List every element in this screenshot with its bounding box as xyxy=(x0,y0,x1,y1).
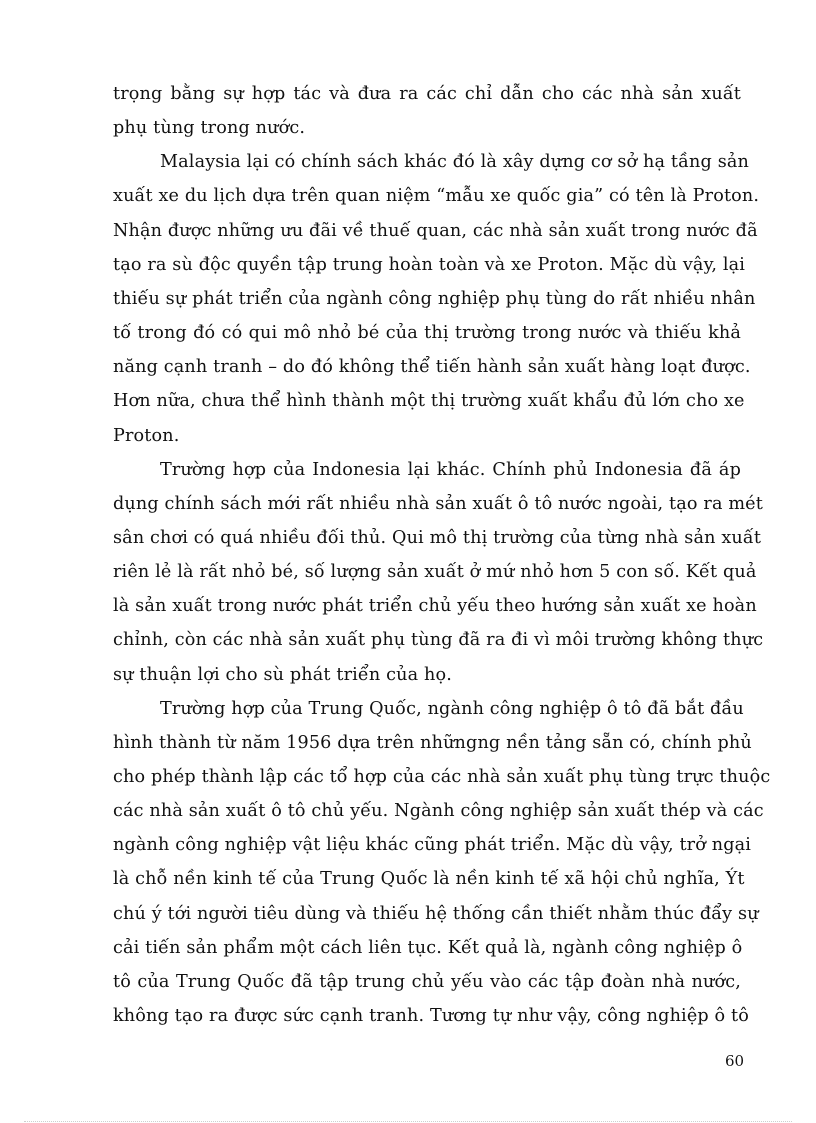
text-line: phụ tùng trong nước. xyxy=(113,118,306,139)
text-line: sân chơi có quá nhiều đối thủ. Qui mô thị trường của từng nhà sản xuất xyxy=(113,527,762,548)
text-line: Trường hợp của Trung Quốc, ngành công nghiệp ô tô đã bắt đầu xyxy=(160,698,744,719)
text-line: các nhà sản xuất ô tô chủ yếu. Ngành công nghiệp sản xuất thép và các xyxy=(113,801,764,822)
text-line: là chỗ nền kinh tế của Trung Quốc là nền kinh tế xã hội chủ nghĩa, Ýt xyxy=(113,869,745,890)
text-line: ngành công nghiệp vật liệu khác cũng phát triển. Mặc dù vậy, trở ngại xyxy=(113,835,752,856)
text-line: dụng chính sách mới rất nhiều nhà sản xuất ô tô nước ngoài, tạo ra mét xyxy=(113,493,763,514)
text-line: tố trong đó có qui mô nhỏ bé của thị trường trong nước và thiếu khả xyxy=(113,323,741,344)
text-line: không tạo ra được sức cạnh tranh. Tương tự như vậy, công nghiệp ô tô xyxy=(113,1006,749,1027)
text-line: chú ý tới người tiêu dùng và thiếu hệ thống cần thiết nhằm thúc đẩy sự xyxy=(113,903,759,924)
text-line: xuất xe du lịch dựa trên quan niệm “mẫu xe quốc gia” có tên là Proton. xyxy=(113,186,760,207)
text-line: cho phép thành lập các tổ hợp của các nhà sản xuất phụ tùng trực thuộc xyxy=(113,767,771,787)
text-line: thiếu sự phát triển của ngành công nghiệp phụ tùng do rất nhiều nhân xyxy=(113,288,756,309)
text-line: sự thuận lợi cho sù phát triển của họ. xyxy=(113,664,452,685)
text-line: tạo ra sù độc quyền tập trung hoàn toàn và xe Proton. Mặc dù vậy, lại xyxy=(113,254,746,275)
text-line: Proton. xyxy=(113,425,180,446)
text-line: hình thành từ năm 1956 dựa trên nhữngng nền tảng sẵn có, chính phủ xyxy=(113,732,752,753)
text-line: Hơn nữa, chưa thể hình thành một thị trường xuất khẩu đủ lớn cho xe xyxy=(113,391,745,412)
text-line: là sản xuất trong nước phát triển chủ yếu theo hướng sản xuất xe hoàn xyxy=(113,596,757,617)
text-line: riên lẻ là rất nhỏ bé, số lượng sản xuất ở mứ nhỏ hơn 5 con số. Kết quả xyxy=(113,562,757,583)
text-line: Trường hợp của Indonesia lại khác. Chính phủ Indonesia đã áp xyxy=(160,459,741,480)
text-line: cải tiến sản phẩm một cách liên tục. Kết quả là, ngành công nghiệp ô xyxy=(113,937,743,958)
text-line: tô của Trung Quốc đã tập trung chủ yếu vào các tập đoàn nhà nước, xyxy=(113,971,741,992)
page-bottom-divider xyxy=(24,1121,792,1122)
page-number: 60 xyxy=(725,1052,745,1070)
text-line: Malaysia lại có chính sách khác đó là xây dựng cơ sở hạ tầng sản xyxy=(160,152,749,173)
text-line: chỉnh, còn các nhà sản xuất phụ tùng đã ra đi vì môi trường không thực xyxy=(113,630,764,651)
text-line: trọng bằng sự hợp tác và đưa ra các chỉ dẫn cho các nhà sản xuất xyxy=(113,84,741,104)
text-line: Nhận được những ưu đãi về thuế quan, các nhà sản xuất trong nước đã xyxy=(113,220,758,241)
text-line: năng cạnh tranh – do đó không thể tiến hành sản xuất hàng loạt được. xyxy=(113,357,751,378)
